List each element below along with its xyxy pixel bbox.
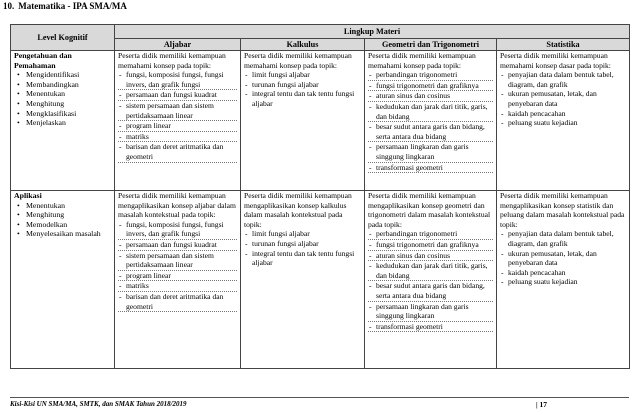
content-cell	[115, 51, 241, 191]
list-item: - persamaan dan fungsi kuadrat	[118, 240, 237, 251]
list-item: • Mengidentifikasi	[14, 70, 111, 80]
list-item: - sistem persamaan dan sistem pertidaksamaan linear	[118, 251, 237, 271]
cell-intro: Peserta didik memiliki kemampuan memahami konsep dasar pada topik:	[500, 51, 611, 70]
list-item: - turunan fungsi aljabar	[244, 80, 361, 90]
list-item: - persamaan lingkaran dan garis singgung lingkaran	[368, 142, 493, 162]
list-item: - ukuran pemusatan, letak, dan penyebaran data	[500, 249, 626, 268]
content-cell	[241, 191, 365, 369]
level-header: Level Kognitif	[11, 25, 115, 51]
list-item: - penyajian data dalam bentuk tabel, diagram, dan grafik	[500, 229, 626, 248]
scope-header: Lingkup Materi	[115, 25, 630, 39]
list-item: - perbandingan trigonometri	[368, 229, 493, 240]
section-number: 10.	[3, 1, 15, 11]
list-item: • Menjelaskan	[14, 118, 111, 128]
section-title	[3, 1, 131, 11]
list-item: - transformasi geometri	[368, 322, 493, 333]
list-item: • Menghitung	[14, 210, 111, 220]
list-item: - kedudukan dan jarak dari titik, garis, dan bidang	[368, 261, 493, 281]
list-item: • Memodelkan	[14, 220, 111, 230]
topic-list	[118, 220, 237, 312]
list-item: • Menyelesaikan masalah	[14, 229, 111, 239]
list-item: - barisan dan deret aritmatika dan geometri	[118, 142, 237, 162]
cell-intro: Peserta didik memiliki kemampuan mengaplikasikan konsep geometri dan trigonometri dalam masalah kontekstual pada topik:	[368, 191, 491, 229]
level-cell	[11, 191, 115, 369]
section-title-text: Matematika - IPA SMA/MA	[18, 1, 127, 11]
list-item: - aturan sinus dan cosinus	[368, 91, 493, 102]
competency-table	[10, 24, 630, 369]
list-item: • Mengklasifikasi	[14, 109, 111, 119]
content-cell	[241, 51, 365, 191]
topic-list	[244, 70, 361, 108]
cell-intro: Peserta didik memiliki kemampuan mengaplikasikan konsep kalkulus dalam masalah kontekstual pada topik:	[244, 191, 352, 229]
list-item: • Menentukan	[14, 89, 111, 99]
list-item: - limit fungsi aljabar	[244, 229, 361, 239]
level-title: Aplikasi	[14, 191, 42, 200]
topic-list	[244, 229, 361, 267]
list-item: • Menentukan	[14, 201, 111, 211]
list-item: - besar sudut antara garis dan bidang, serta antara dua bidang	[368, 122, 493, 142]
list-item: - matriks	[118, 132, 237, 143]
cell-intro: Peserta didik memiliki kemampuan memahami konsep pada topik:	[368, 51, 476, 70]
list-item: - besar sudut antara garis dan bidang, serta antara dua bidang	[368, 281, 493, 301]
content-cell	[365, 191, 497, 369]
footer-divider	[10, 397, 629, 398]
level-cell	[11, 51, 115, 191]
topic-list	[368, 70, 493, 173]
content-cell	[115, 191, 241, 369]
list-item: • Menghitung	[14, 99, 111, 109]
page-number: | 17	[536, 400, 548, 409]
list-item: - matriks	[118, 281, 237, 292]
topic-list	[500, 70, 626, 128]
cell-intro: Peserta didik memiliki kemampuan memahami konsep pada topik:	[118, 51, 226, 70]
list-item: - turunan fungsi aljabar	[244, 239, 361, 249]
list-item: - program linear	[118, 271, 237, 282]
table-row	[11, 51, 630, 191]
column-header-kalkulus: Kalkulus	[241, 39, 365, 51]
list-item: - sistem persamaan dan sistem pertidaksamaan linear	[118, 101, 237, 121]
level-list	[14, 70, 111, 128]
level-list	[14, 201, 111, 239]
list-item: - penyajian data dalam bentuk tabel, diagram, dan grafik	[500, 70, 626, 89]
list-item: - integral tentu dan tak tentu fungsi aljabar	[244, 249, 361, 268]
column-header-aljabar: Aljabar	[115, 39, 241, 51]
content-cell	[365, 51, 497, 191]
topic-list	[118, 70, 237, 162]
list-item: - integral tentu dan tak tentu fungsi aljabar	[244, 89, 361, 108]
level-title: Pengetahuan dan Pemahaman	[14, 51, 72, 70]
list-item: - ukuran pemusatan, letak, dan penyebaran data	[500, 89, 626, 108]
list-item: - aturan sinus dan cosinus	[368, 251, 493, 262]
footer-text: Kisi-Kisi UN SMA/MA, SMTK, dan SMAK Tahun 2018/2019	[10, 400, 187, 408]
topic-list	[368, 229, 493, 332]
column-header-geometri: Geometri dan Trigonometri	[365, 39, 497, 51]
list-item: - fungsi, komposisi fungsi, fungsi invers, dan grafik fungsi	[118, 70, 237, 90]
list-item: - fungsi trigonometri dan grafiknya	[368, 240, 493, 251]
list-item: - perbandingan trigonometri	[368, 70, 493, 81]
list-item: - transformasi geometri	[368, 163, 493, 174]
list-item: - persamaan lingkaran dan garis singgung lingkaran	[368, 302, 493, 322]
list-item: - kaidah pencacahan	[500, 268, 626, 278]
column-header-statistika: Statistika	[497, 39, 630, 51]
topic-list	[500, 229, 626, 287]
list-item: - barisan dan deret aritmatika dan geometri	[118, 292, 237, 312]
cell-intro: Peserta didik memiliki kemampuan mengaplikasikan konsep statistik dan peluang dalam masalah kontekstual pada topik:	[500, 191, 625, 229]
list-item: - kedudukan dan jarak dari titik, garis, dan bidang	[368, 102, 493, 122]
list-item: - persamaan dan fungsi kuadrat	[118, 90, 237, 101]
list-item: - peluang suatu kejadian	[500, 277, 626, 287]
cell-intro: Peserta didik memiliki kemampuan mengaplikasikan konsep aljabar dalam masalah kontekstual pada topik:	[118, 191, 236, 220]
list-item: • Membandingkan	[14, 80, 111, 90]
content-cell	[497, 51, 630, 191]
list-item: - kaidah pencacahan	[500, 109, 626, 119]
content-cell	[497, 191, 630, 369]
list-item: - fungsi trigonometri dan grafiknya	[368, 81, 493, 92]
list-item: - peluang suatu kejadian	[500, 118, 626, 128]
list-item: - fungsi, komposisi fungsi, fungsi invers, dan grafik fungsi	[118, 220, 237, 240]
table-row	[11, 191, 630, 369]
cell-intro: Peserta didik memiliki kemampuan memahami konsep pada topik:	[244, 51, 352, 70]
list-item: - limit fungsi aljabar	[244, 70, 361, 80]
list-item: - program linear	[118, 121, 237, 132]
